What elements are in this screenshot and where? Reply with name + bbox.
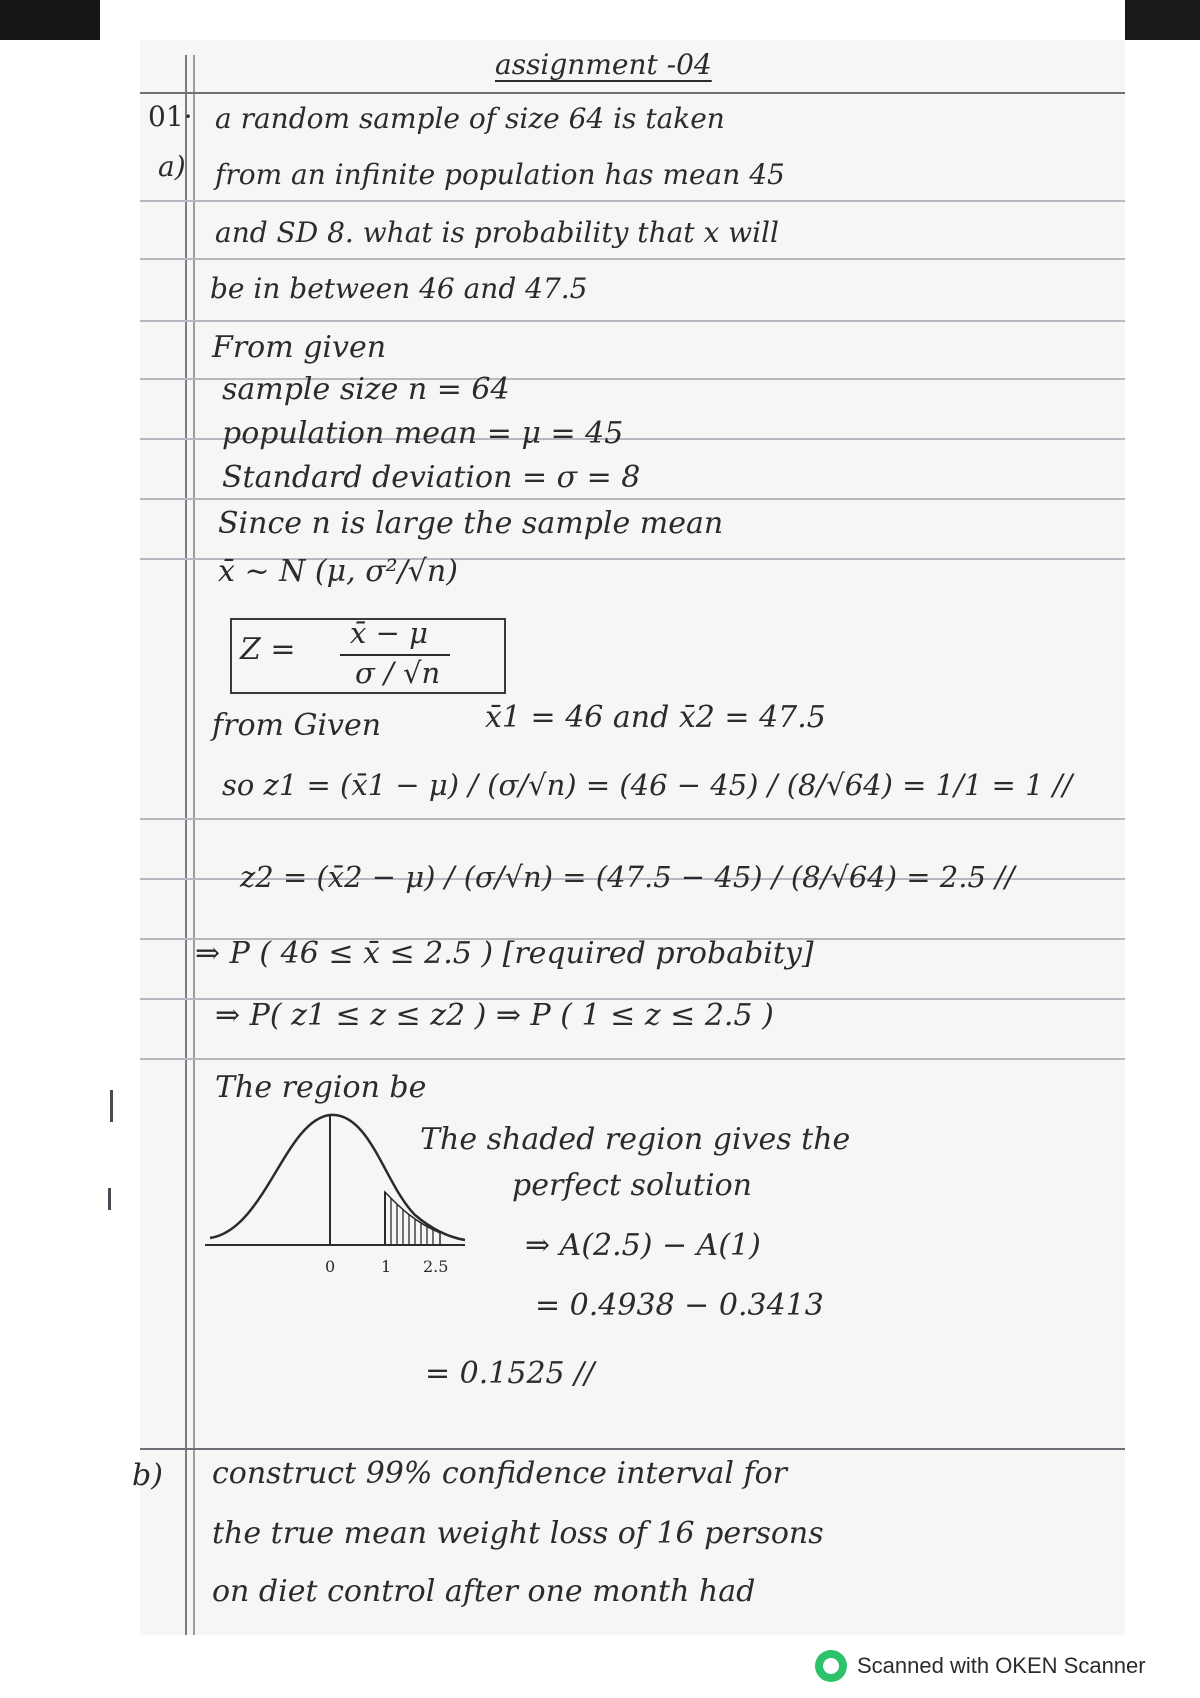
reasoning-line: Since n is large the sample mean (218, 506, 724, 541)
z2-calculation: z2 = (x̄2 − μ) / (σ/√n) = (47.5 − 45) / (8/√64) = 2.5 // (240, 860, 1015, 894)
margin-line (193, 55, 195, 1635)
area-values: = 0.4938 − 0.3413 (535, 1288, 824, 1323)
final-answer: = 0.1525 // (425, 1356, 595, 1391)
top-left-dark-band (0, 0, 100, 40)
given-line: sample size n = 64 (222, 372, 510, 407)
question-line: on diet control after one month had (212, 1574, 756, 1609)
formula-denominator: σ / √n (355, 656, 441, 690)
left-margin-line (185, 55, 187, 1635)
question-line: a random sample of size 64 is taken (215, 102, 725, 135)
notebook-page (132, 40, 1125, 1635)
shaded-note-line: The shaded region gives the (420, 1122, 851, 1157)
top-right-dark-band (1125, 0, 1200, 40)
section-divider (140, 1448, 1125, 1450)
given-heading: From given (212, 330, 387, 365)
tick-label-1: 1 (381, 1257, 392, 1276)
ruled-line (140, 200, 1125, 202)
ruled-line (140, 498, 1125, 500)
area-expression: ⇒ A(2.5) − A(1) (525, 1228, 761, 1263)
given-values-label: from Given (212, 708, 382, 743)
scanner-watermark (815, 1650, 1146, 1682)
probability-standardized: ⇒ P( z1 ≤ z ≤ z2 ) ⇒ P ( 1 ≤ z ≤ 2.5 ) (215, 998, 774, 1033)
question-line: construct 99% confidence interval for (212, 1456, 788, 1491)
given-line: Standard deviation = σ = 8 (222, 460, 641, 495)
question-line: the true mean weight loss of 16 persons (212, 1516, 824, 1551)
formula-lhs: Z = (240, 632, 296, 667)
ruled-line (140, 92, 1125, 94)
question-line: from an infinite population has mean 45 (215, 158, 785, 191)
ruled-line (140, 1058, 1125, 1060)
shading-hatch (391, 1198, 433, 1245)
region-label: The region be (215, 1070, 427, 1105)
top-band (0, 0, 1200, 40)
given-values: x̄1 = 46 and x̄2 = 47.5 (485, 700, 826, 735)
z1-calculation: so z1 = (x̄1 − μ) / (σ/√n) = (46 − 45) / (8/√64) = 1/1 = 1 // (222, 768, 1073, 802)
distribution-line: x̄ ~ N (μ, σ²/√n) (218, 554, 458, 589)
question-part-label: b) (132, 1458, 163, 1493)
tick-label-2-5: 2.5 (423, 1257, 449, 1276)
question-line: be in between 46 and 47.5 (210, 272, 588, 305)
scanner-text: Scanned with OKEN Scanner (857, 1653, 1146, 1678)
shaded-region (385, 1192, 440, 1245)
formula-numerator: x̄ − μ (350, 616, 428, 650)
given-line: population mean = μ = 45 (222, 416, 624, 451)
ruled-line (140, 258, 1125, 260)
question-line: and SD 8. what is probability that x will (215, 216, 779, 249)
question-number: 01· (148, 100, 193, 133)
page-title: assignment -04 (495, 48, 712, 81)
ruled-line (140, 818, 1125, 820)
ruled-line (140, 320, 1125, 322)
scanner-logo-icon (815, 1650, 847, 1682)
tick-label-0: 0 (325, 1257, 336, 1276)
question-part-label: a) (158, 150, 186, 183)
edge-mark (108, 1188, 111, 1210)
edge-mark (110, 1090, 113, 1122)
probability-statement: ⇒ P ( 46 ≤ x̄ ≤ 2.5 ) [required probabity] (195, 936, 814, 971)
shaded-note-line: perfect solution (512, 1168, 752, 1203)
